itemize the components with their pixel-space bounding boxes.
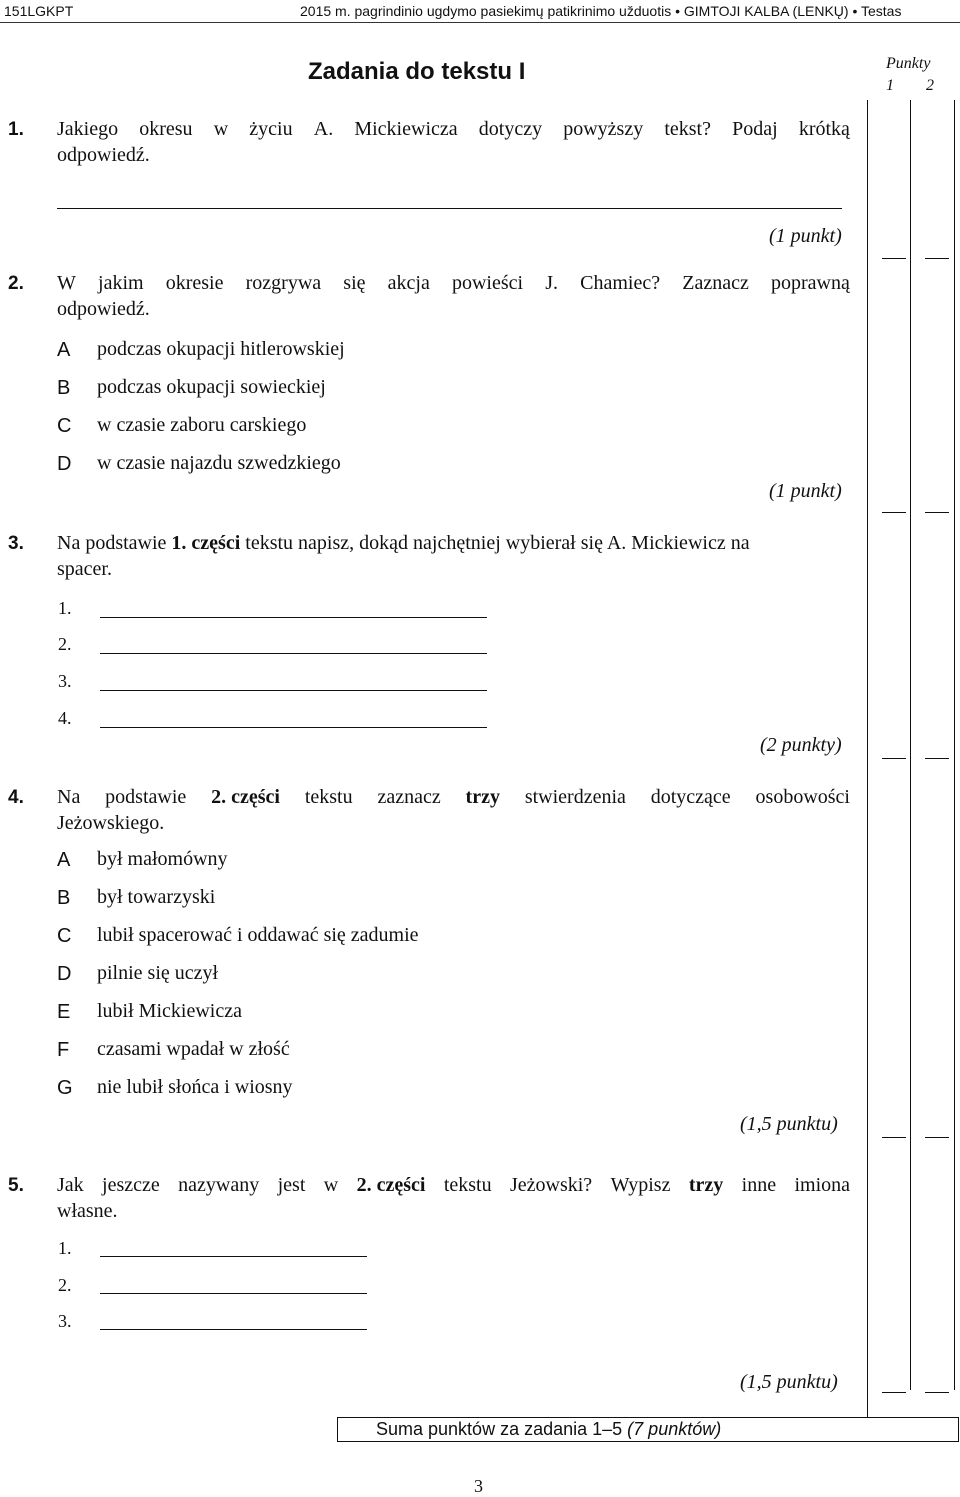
word: W [57,272,76,294]
option-letter-a[interactable]: A [57,849,71,871]
answer-line-q5-2[interactable] [100,1293,367,1294]
word: w [213,118,229,140]
score-blank-q2-c2[interactable] [925,512,949,513]
word: J. [545,272,559,294]
option-letter-f[interactable]: F [57,1039,70,1061]
word: okresie [165,272,224,294]
option-text: pilnie się uczył [97,962,219,984]
word: Mickiewicza [354,118,458,140]
option-letter-a[interactable]: A [57,339,71,361]
exam-code: 151LGKPT [4,3,74,19]
word: zaznacz [377,786,441,808]
points-column-1: 1 [886,77,894,94]
word: okresu [139,118,193,140]
answer-line-q1[interactable] [57,208,842,209]
word: A. [313,118,334,140]
question-2-points: (1 punkt) [769,480,842,502]
option-letter-g[interactable]: G [57,1077,73,1099]
prompt-emphasis: 1. części [171,532,241,554]
blank-number: 4. [58,708,72,728]
question-5-prompt [57,1174,850,1197]
option-text: w czasie zaboru carskiego [97,414,307,436]
word: krótką [798,118,850,140]
option-letter-c[interactable]: C [57,925,72,947]
option-letter-d[interactable]: D [57,453,72,475]
word: inne [741,1174,777,1196]
question-1-points: (1 punkt) [769,225,842,247]
option-letter-c[interactable]: C [57,415,72,437]
answer-line-q3-4[interactable] [100,727,487,728]
answer-line-q3-2[interactable] [100,653,487,654]
question-2-prompt-cont: odpowiedź. [57,298,150,320]
word: dotyczące [650,786,731,808]
word: Na [57,786,81,808]
question-1-prompt-cont: odpowiedź. [57,144,150,166]
option-letter-b[interactable]: B [57,377,71,399]
score-blank-q5-c1[interactable] [882,1392,906,1393]
score-blank-q3-c1[interactable] [882,758,906,759]
page-title: Zadania do tekstu I [308,58,526,85]
question-3-prompt-cont: spacer. [57,558,112,580]
prompt-part: Na podstawie [57,532,172,554]
word-emphasis: trzy [688,1174,724,1196]
score-blank-q2-c1[interactable] [882,512,906,513]
answer-line-q5-3[interactable] [100,1329,367,1330]
points-summary [376,1419,721,1440]
question-3-points: (2 punkty) [760,734,842,756]
prompt-part: tekstu napisz, dokąd najchętniej wybierał się A. Mickiewicz na [240,532,750,554]
word: stwierdzenia [524,786,626,808]
score-column-divider [910,100,911,1390]
page-number: 3 [474,1476,483,1496]
word: Jeżowski? [509,1174,593,1196]
question-5-points: (1,5 punktu) [740,1371,838,1393]
word: rozgrywa [245,272,322,294]
option-text: był małomówny [97,848,228,870]
option-letter-d[interactable]: D [57,963,72,985]
option-text: lubił spacerować i oddawać się zadumie [97,924,419,946]
score-blank-q1-c2[interactable] [925,258,949,259]
score-blank-q3-c2[interactable] [925,758,949,759]
score-column-border-left [867,100,868,1418]
option-text: czasami wpadał w złość [97,1038,290,1060]
word: Jakiego [57,118,119,140]
word: osobowości [755,786,850,808]
word: powyższy [563,118,644,140]
score-column-border-right [954,100,955,1390]
points-column-label: Punkty [886,55,931,72]
word: Wypisz [610,1174,671,1196]
score-blank-q4-c1[interactable] [882,1137,906,1138]
option-letter-b[interactable]: B [57,887,71,909]
blank-number: 3. [58,671,72,691]
option-text: w czasie najazdu szwedzkiego [97,452,341,474]
header-divider [0,22,960,23]
word: dotyczy [478,118,543,140]
word: jakim [98,272,144,294]
question-5-number: 5. [8,1175,24,1196]
word: tekst? [664,118,711,140]
option-text: podczas okupacji hitlerowskiej [97,338,345,360]
blank-number: 1. [58,598,72,618]
question-4-prompt [57,786,850,809]
answer-line-q5-1[interactable] [100,1256,367,1257]
score-blank-q1-c1[interactable] [882,258,906,259]
blank-number: 2. [58,1275,72,1295]
word-emphasis: trzy [465,786,500,808]
word-emphasis: 2. części [356,1174,426,1196]
word: Podaj [732,118,778,140]
option-letter-e[interactable]: E [57,1001,71,1023]
word: w [323,1174,339,1196]
word: Chamiec? [580,272,661,294]
exam-title: 2015 m. pagrindinio ugdymo pasiekimų patikrinimo užduotis • GIMTOJI KALBA (LENKŲ) • Testas [300,3,902,19]
word: tekstu [304,786,353,808]
question-1-prompt [57,118,850,141]
word: imiona [794,1174,850,1196]
word: powieści [451,272,524,294]
blank-number: 3. [58,1311,72,1331]
score-blank-q4-c2[interactable] [925,1137,949,1138]
question-2-prompt [57,272,850,295]
word: poprawną [771,272,850,294]
score-blank-q5-c2[interactable] [925,1392,949,1393]
word: podstawie [105,786,187,808]
word: Jak [57,1174,84,1196]
question-3-number: 3. [8,533,24,554]
option-text: lubił Mickiewicza [97,1000,242,1022]
blank-number: 2. [58,634,72,654]
word: się [343,272,366,294]
word: życiu [249,118,293,140]
question-4-prompt-cont: Jeżowskiego. [57,812,165,834]
option-text: był towarzyski [97,886,216,908]
option-text: nie lubił słońca i wiosny [97,1076,293,1098]
word: Zaznacz [682,272,749,294]
question-2-number: 2. [8,273,24,294]
question-3-prompt [57,532,750,555]
word: tekstu [443,1174,492,1196]
word-emphasis: 2. części [211,786,280,808]
word: akcja [387,272,430,294]
summary-label: Suma punktów za zadania 1–5 [376,1419,628,1439]
question-4-number: 4. [8,787,24,808]
blank-number: 1. [58,1238,72,1258]
points-column-2: 2 [926,77,934,94]
question-5-prompt-cont: własne. [57,1200,118,1222]
answer-line-q3-1[interactable] [100,617,487,618]
question-1-number: 1. [8,119,24,140]
word: nazywany [178,1174,260,1196]
option-text: podczas okupacji sowieckiej [97,376,326,398]
summary-points: (7 punktów) [627,1419,722,1439]
word: jest [277,1174,306,1196]
answer-line-q3-3[interactable] [100,690,487,691]
word: jeszcze [102,1174,160,1196]
question-4-points: (1,5 punktu) [740,1113,838,1135]
